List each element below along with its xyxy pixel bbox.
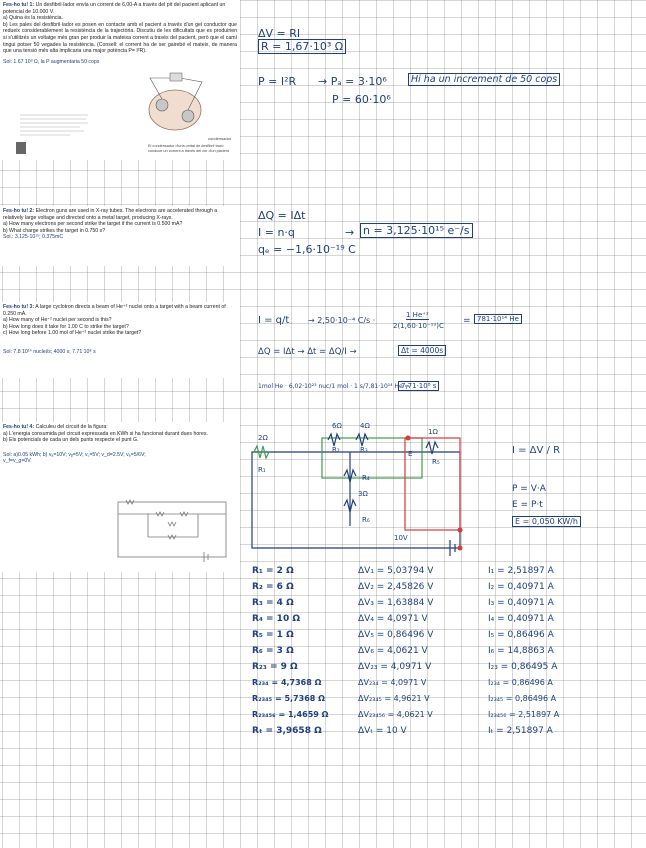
note-current-def: I = q/t <box>258 315 290 326</box>
note-electron-result: n = 3,125·10¹⁵ e⁻/s <box>360 223 473 238</box>
svg-text:condensador: condensador <box>208 136 232 141</box>
label-2ohm: 2Ω <box>258 434 268 442</box>
problem-1-caption: El condensador d'una unitat de desfibril·lació conduce un corrent a través del cor d'un pacient <box>148 144 229 153</box>
resistor-r2 <box>328 434 340 446</box>
resistor-row-9: R₂₃₄₅ = 5,7368 Ω <box>252 694 325 703</box>
problem-2-part-b: b) What charge strikes the target in 0.750 s? <box>3 227 106 234</box>
current-row-9: I₂₃₄₅ = 0,86496 A <box>488 694 557 703</box>
printed-circuit-figure <box>108 492 238 564</box>
current-row-1: I₁ = 2,51897 A <box>488 566 554 576</box>
problem-1-solution: Sol: 1.67 10³ Ω, la P augmentaria 50 cops <box>3 58 100 65</box>
note-fraction-numerator: 1 He⁺² <box>406 311 429 319</box>
note-conclusion: Hi ha un increment de 50 cops <box>408 73 560 86</box>
problem-1-part-a: a) Quina és la resistència. <box>3 15 63 22</box>
problem-1-pane <box>0 0 240 160</box>
current-row-5: I₅ = 0,86496 A <box>488 630 554 640</box>
current-row-2: I₂ = 0,40971 A <box>488 582 554 592</box>
note-arrow: → <box>345 226 355 239</box>
note-power-value: → Pₐ = 3·10⁶ <box>318 75 387 88</box>
circuit-wire-main <box>252 452 460 548</box>
resistor-row-4: R₄ = 10 Ω <box>252 614 300 624</box>
problem-3-solution: Sol: 7.8 10¹⁴ nuclei/s; 4000 s; 7.71 10⁸ s <box>3 348 96 355</box>
result-energy: E = 0,050 KW/h <box>512 516 581 527</box>
voltage-row-10: ΔV₂₃₄₅₆ = 4,0621 V <box>358 710 433 719</box>
note-resistance-result: R = 1,67·10³ Ω <box>258 39 346 54</box>
resistors-column <box>252 566 328 742</box>
node-red-bottom <box>458 528 463 533</box>
label-1ohm: 1Ω <box>428 428 438 436</box>
currents-column <box>488 566 559 742</box>
problem-4-pane <box>0 422 240 572</box>
problem-4-statement: Calculeu del circuit de la figura: <box>35 424 108 430</box>
problem-3-part-b: b) How long does it take for 1.00 C to strike the target? <box>3 323 129 330</box>
defibrillator-figure <box>120 70 235 150</box>
circuit-green-loop <box>322 438 422 478</box>
label-6ohm: 6Ω <box>332 422 342 430</box>
note-power-formula: P = I²R <box>258 75 297 88</box>
note-charge-formula: ΔQ = IΔt <box>258 209 306 222</box>
problem-4-part-b: b) Els potencials de cada un dels punts respecte el punt G. <box>3 437 139 444</box>
label-r5: R₅ <box>432 458 440 466</box>
problem-1-statement: Un desfibril·lador envia un corrent de 6,00-A a través del pit del pacient aplicant un potencial de 10.000 V. <box>3 2 226 15</box>
problem-1-part-b: b) Les pales del desfibril·lador es posen en contacte amb el pacient a través d'un gel conductor que redueix considerablement la resistència de la trajectòria. Discutiu de les dificultats que es produirien si s'utilitzés un voltatge més gran per produir la mateixa corrent a través del pacient, però que el camí tingui potser 50 vegades la resistència. (Consell: el corrent ha de ser gairebé el mateix, de manera que una tensió més alta implicaria una major potència P= I²R). <box>3 21 237 55</box>
voltage-row-3: ΔV₃ = 1,63884 V <box>358 598 434 608</box>
note-equals: = <box>463 316 471 326</box>
resistor-row-2: R₂ = 6 Ω <box>252 582 294 592</box>
voltage-row-4: ΔV₄ = 4,0971 V <box>358 614 428 624</box>
note-mol-line: 1mol He · 6,02·10²³ nuc/1 mol · 1 s/7,81·10¹⁴ He = <box>258 383 410 390</box>
label-10v: 10V <box>394 534 408 542</box>
label-r3: R₃ <box>360 446 368 454</box>
note-fraction-denominator: 2(1,60·10⁻¹⁹)C <box>393 322 444 330</box>
note-time-equation: ΔQ = IΔt → Δt = ΔQ/I → <box>258 347 357 357</box>
problem-4-solution-2: v_f=v_g=0V. <box>3 458 32 465</box>
problem-3-part-c: c) How long before 1.00 mol of He⁺² nuclei strike the target? <box>3 330 142 337</box>
resistor-row-7: R₂₃ = 9 Ω <box>252 662 298 672</box>
problem-3-statement: A large cyclotron directs a beam of He⁺² nuclei onto a target with a beam current of 0.250 mA. <box>3 304 226 317</box>
problem-4-solution-1: Sol: a)0.05 kWh; b) vₐ=10V; vᵦ=5V; v꜀=5V; v_d=2.5V; vₑ=5/6V; <box>3 451 146 458</box>
note-count-formula: I = n·q <box>258 226 295 239</box>
label-r2: R₂ <box>332 446 340 454</box>
resistor-r3 <box>356 434 368 446</box>
problem-2-statement: Electron guns are used in X-ray tubes. The electrons are accelerated through a relatively large voltage and directed onto a metal target, producing X-rays. <box>3 208 218 221</box>
voltage-row-8: ΔV₂₃₄ = 4,0971 V <box>358 678 427 687</box>
node-red-right <box>458 546 463 551</box>
label-4ohm: 4Ω <box>360 422 370 430</box>
problem-4-title: Fes-ho tu! 4: <box>3 424 35 430</box>
resistor-row-1: R₁ = 2 Ω <box>252 566 294 576</box>
problem-3-title: Fes-ho tu! 3: <box>3 304 35 310</box>
voltage-row-2: ΔV₂ = 2,45826 V <box>358 582 434 592</box>
current-row-10: I₂₃₄₅₆ = 2,51897 A <box>488 710 560 719</box>
current-text-figure <box>20 112 90 142</box>
note-ohm-law: ΔV = RI <box>258 27 301 40</box>
problem-2-solution: Sol.: 3.125·10¹⁵; 0.375mC <box>3 234 64 241</box>
photo-thumbnail <box>16 142 26 154</box>
resistor-row-11: Rₜ = 3,9658 Ω <box>252 726 322 736</box>
current-row-3: I₃ = 0,40971 A <box>488 598 554 608</box>
voltages-column <box>358 566 433 742</box>
label-r4: R₄ <box>362 474 370 482</box>
resistor-row-10: R₂₃₄₅₆ = 1,4659 Ω <box>252 710 329 719</box>
formula-current: I = ΔV / R <box>512 445 561 456</box>
resistor-row-8: R₂₃₄ = 4,7368 Ω <box>252 678 322 687</box>
voltage-row-1: ΔV₁ = 5,03794 V <box>358 566 434 576</box>
label-r1: R₁ <box>258 466 266 474</box>
voltage-row-5: ΔV₅ = 0,86496 V <box>358 630 434 640</box>
resistor-row-5: R₅ = 1 Ω <box>252 630 294 640</box>
note-result-b: Δt = 4000s <box>398 345 446 356</box>
voltage-row-6: ΔV₆ = 4,0621 V <box>358 646 428 656</box>
problem-3-pane <box>0 302 240 378</box>
voltage-row-11: ΔVₜ = 10 V <box>358 726 407 736</box>
problem-1-title: Fes-ho tu! 1: <box>3 2 35 8</box>
current-row-8: I₂₃₄ = 0,86496 A <box>488 678 553 687</box>
note-result-c: 7,71·10⁸ s <box>398 381 439 391</box>
problem-2-pane <box>0 206 240 266</box>
formula-energy: E = P·t <box>512 500 543 510</box>
resistor-row-3: R₃ = 4 Ω <box>252 598 294 608</box>
problem-3-part-a: a) How many of He⁺² nuclei per second is this? <box>3 317 112 324</box>
formula-power: P = V·A <box>512 484 546 494</box>
note-conversion: → 2,50·10⁻⁴ C/s · <box>308 316 376 325</box>
node-red-top <box>406 436 411 441</box>
label-e: E <box>408 450 413 458</box>
note-power-value-2: P = 60·10⁶ <box>332 93 391 106</box>
resistor-row-6: R₆ = 3 Ω <box>252 646 294 656</box>
note-electron-charge: qₑ = −1,6·10⁻¹⁹ C <box>258 243 356 256</box>
current-row-11: Iₜ = 2,51897 A <box>488 726 553 736</box>
note-result-a: 781·10¹⁴ He <box>474 314 522 324</box>
voltage-row-9: ΔV₂₃₄₅ = 4,9621 V <box>358 694 430 703</box>
current-row-7: I₂₃ = 0,86495 A <box>488 662 558 672</box>
label-3ohm: 3Ω <box>358 490 368 498</box>
label-r6: R₆ <box>362 516 370 524</box>
current-row-6: I₆ = 14,8863 A <box>488 646 554 656</box>
problem-2-part-a: a) How many electrons per second strike the target if the current is 0.500 mA? <box>3 221 183 228</box>
problem-4-part-a: a) L'energia consumida pel circuit expressada en KWh si ha funcionat durant dues hores. <box>3 430 208 437</box>
voltage-row-7: ΔV₂₃ = 4,0971 V <box>358 662 432 672</box>
problem-2-title: Fes-ho tu! 2: <box>3 208 35 214</box>
current-row-4: I₄ = 0,40971 A <box>488 614 554 624</box>
handdrawn-circuit <box>240 418 480 558</box>
